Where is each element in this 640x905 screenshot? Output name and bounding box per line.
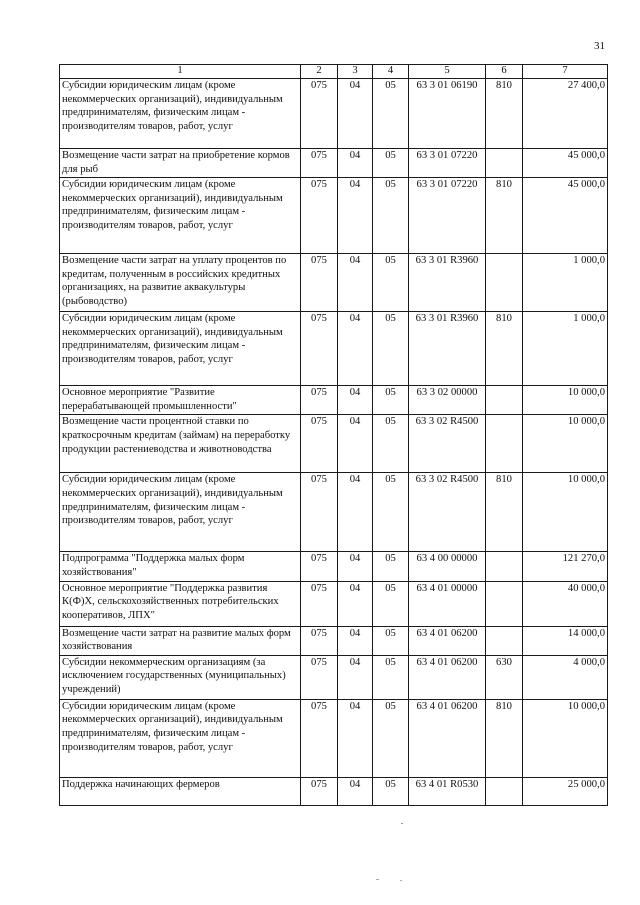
item-name: Основное мероприятие "Развитие перерабатывающей промышленности" [60,386,301,415]
item-name: Возмещение части процентной ставки по краткосрочным кредитам (займам) на переработку продукции растениеводства и животноводства [60,415,301,473]
item-name: Субсидии юридическим лицам (кроме некоммерческих организаций), индивидуальным предпринимателям, физическим лицам - производителям товаров, работ, услуг [60,79,301,149]
budget-table [59,64,608,806]
expense-type-code: 810 [486,473,523,552]
section-code: 04 [338,626,373,655]
amount: 45 000,0 [523,149,608,178]
ministry-code: 075 [301,473,338,552]
subsection-code: 05 [373,415,409,473]
table-row [60,415,608,473]
scan-speck [376,879,379,880]
subsection-code: 05 [373,699,409,777]
table-row [60,777,608,805]
item-name: Субсидии некоммерческим организациям (за исключением государственных (муниципальных) учреждений) [60,655,301,699]
expense-type-code [486,386,523,415]
page-number: 31 [594,40,605,52]
column-number: 1 [60,65,301,79]
item-name: Субсидии юридическим лицам (кроме некоммерческих организаций), индивидуальным предпринимателям, физическим лицам - производителям товаров, работ, услуг [60,473,301,552]
expense-type-code [486,777,523,805]
target-article-code: 63 4 01 R0530 [409,777,486,805]
ministry-code: 075 [301,312,338,386]
target-article-code: 63 3 01 R3960 [409,312,486,386]
expense-type-code [486,552,523,581]
section-code: 04 [338,699,373,777]
target-article-code: 63 3 01 06190 [409,79,486,149]
amount: 4 000,0 [523,655,608,699]
table-row [60,626,608,655]
amount: 10 000,0 [523,415,608,473]
section-code: 04 [338,473,373,552]
target-article-code: 63 3 01 07220 [409,149,486,178]
item-name: Поддержка начинающих фермеров [60,777,301,805]
item-name: Субсидии юридическим лицам (кроме некоммерческих организаций), индивидуальным предпринимателям, физическим лицам - производителям товаров, работ, услуг [60,699,301,777]
expense-type-code: 810 [486,79,523,149]
table-row [60,581,608,626]
ministry-code: 075 [301,777,338,805]
table-row [60,254,608,312]
table-row [60,552,608,581]
ministry-code: 075 [301,699,338,777]
amount: 10 000,0 [523,386,608,415]
section-code: 04 [338,581,373,626]
ministry-code: 075 [301,415,338,473]
item-name: Возмещение части затрат на уплату процентов по кредитам, полученным в российских кредитных организациях, на развитие аквакультуры (рыбоводство) [60,254,301,312]
amount: 121 270,0 [523,552,608,581]
item-name: Субсидии юридическим лицам (кроме некоммерческих организаций), индивидуальным предпринимателям, физическим лицам - производителям товаров, работ, услуг [60,312,301,386]
ministry-code: 075 [301,254,338,312]
amount: 1 000,0 [523,254,608,312]
subsection-code: 05 [373,178,409,254]
subsection-code: 05 [373,312,409,386]
table-row [60,79,608,149]
amount: 25 000,0 [523,777,608,805]
table-row [60,149,608,178]
table-row [60,178,608,254]
expense-type-code [486,254,523,312]
amount: 40 000,0 [523,581,608,626]
column-number: 2 [301,65,338,79]
ministry-code: 075 [301,386,338,415]
section-code: 04 [338,386,373,415]
subsection-code: 05 [373,655,409,699]
expense-type-code [486,415,523,473]
subsection-code: 05 [373,777,409,805]
subsection-code: 05 [373,581,409,626]
section-code: 04 [338,415,373,473]
section-code: 04 [338,254,373,312]
amount: 14 000,0 [523,626,608,655]
section-code: 04 [338,655,373,699]
item-name: Возмещение части затрат на развитие малых форм хозяйствования [60,626,301,655]
expense-type-code [486,581,523,626]
subsection-code: 05 [373,386,409,415]
target-article-code: 63 4 01 00000 [409,581,486,626]
subsection-code: 05 [373,552,409,581]
target-article-code: 63 4 01 06200 [409,655,486,699]
scan-speck [400,880,402,881]
expense-type-code: 810 [486,178,523,254]
target-article-code: 63 3 02 R4500 [409,415,486,473]
target-article-code: 63 3 02 00000 [409,386,486,415]
column-number-row [60,65,608,79]
section-code: 04 [338,552,373,581]
column-number: 3 [338,65,373,79]
item-name: Субсидии юридическим лицам (кроме некоммерческих организаций), индивидуальным предпринимателям, физическим лицам - производителям товаров, работ, услуг [60,178,301,254]
target-article-code: 63 3 02 R4500 [409,473,486,552]
expense-type-code: 630 [486,655,523,699]
column-number: 6 [486,65,523,79]
section-code: 04 [338,312,373,386]
column-number: 5 [409,65,486,79]
subsection-code: 05 [373,473,409,552]
scan-speck [401,823,403,824]
amount: 27 400,0 [523,79,608,149]
expense-type-code [486,626,523,655]
target-article-code: 63 4 00 00000 [409,552,486,581]
subsection-code: 05 [373,149,409,178]
item-name: Подпрограмма "Поддержка малых форм хозяйствования" [60,552,301,581]
expense-type-code: 810 [486,312,523,386]
column-number: 4 [373,65,409,79]
amount: 45 000,0 [523,178,608,254]
ministry-code: 075 [301,552,338,581]
table-row [60,699,608,777]
subsection-code: 05 [373,254,409,312]
section-code: 04 [338,79,373,149]
section-code: 04 [338,777,373,805]
table-row [60,386,608,415]
target-article-code: 63 4 01 06200 [409,699,486,777]
amount: 10 000,0 [523,473,608,552]
amount: 10 000,0 [523,699,608,777]
table-row [60,473,608,552]
ministry-code: 075 [301,626,338,655]
section-code: 04 [338,149,373,178]
item-name: Возмещение части затрат на приобретение кормов для рыб [60,149,301,178]
expense-type-code [486,149,523,178]
section-code: 04 [338,178,373,254]
table-row [60,655,608,699]
ministry-code: 075 [301,655,338,699]
column-number: 7 [523,65,608,79]
ministry-code: 075 [301,79,338,149]
amount: 1 000,0 [523,312,608,386]
ministry-code: 075 [301,581,338,626]
subsection-code: 05 [373,79,409,149]
target-article-code: 63 3 01 R3960 [409,254,486,312]
table-row [60,312,608,386]
target-article-code: 63 3 01 07220 [409,178,486,254]
ministry-code: 075 [301,149,338,178]
item-name: Основное мероприятие "Поддержка развития К(Ф)Х, сельскохозяйственных потребительских кооперативов, ЛПХ" [60,581,301,626]
subsection-code: 05 [373,626,409,655]
expense-type-code: 810 [486,699,523,777]
ministry-code: 075 [301,178,338,254]
target-article-code: 63 4 01 06200 [409,626,486,655]
